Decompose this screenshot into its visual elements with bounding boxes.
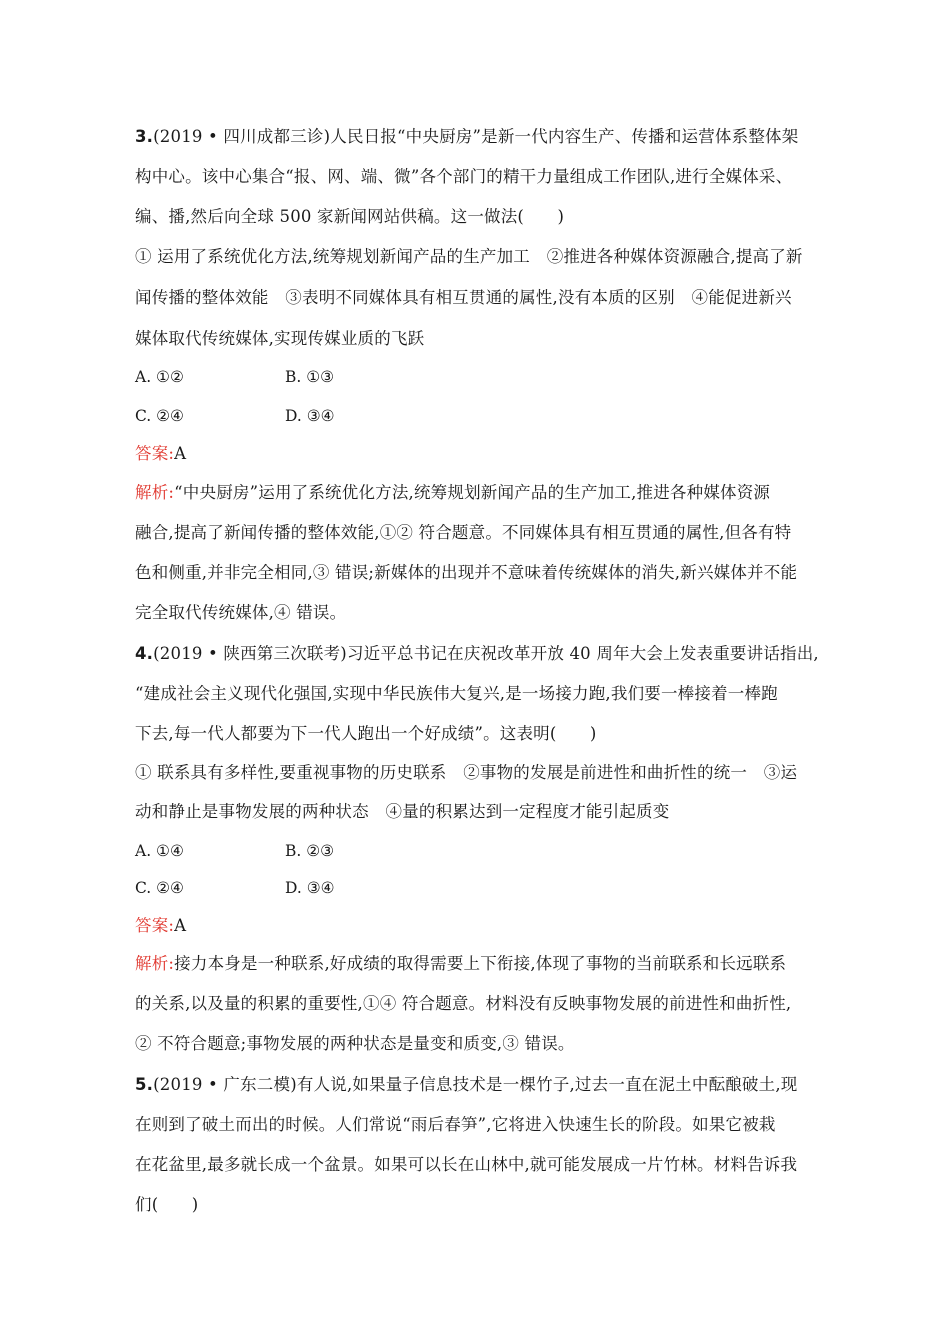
q3-option-c: C. ②④ <box>135 407 184 425</box>
q5-stem-line-2: 在则到了破土而出的时候。人们常说“雨后春笋”,它将进入快速生长的阶段。如果它被栽 <box>135 1115 776 1134</box>
q3-statement-line-2: 闻传播的整体效能 ③表明不同媒体具有相互贯通的属性,没有本质的区别 ④能促进新兴 <box>135 288 792 307</box>
q5-number: 5. <box>135 1075 154 1094</box>
q4-analysis-line-3: ② 不符合题意;事物发展的两种状态是量变和质变,③ 错误。 <box>135 1034 575 1053</box>
q4-number: 4. <box>135 644 154 663</box>
q5-stem-line-3: 在花盆里,最多就长成一个盆景。如果可以长在山林中,就可能发展成一片竹林。材料告诉我 <box>135 1155 798 1174</box>
q4-statement-line-2: 动和静止是事物发展的两种状态 ④量的积累达到一定程度才能引起质变 <box>135 802 670 821</box>
q4-option-a: A. ①④ <box>135 842 184 860</box>
q4-option-d: D. ③④ <box>285 879 335 897</box>
q3-option-d: D. ③④ <box>285 407 335 425</box>
q3-stem-line-2: 构中心。该中心集合“报、网、端、微”各个部门的精干力量组成工作团队,进行全媒体采、 <box>135 167 793 186</box>
q4-analysis-label: 解析: <box>135 954 175 973</box>
q3-analysis-line-2: 融合,提高了新闻传播的整体效能,①② 符合题意。不同媒体具有相互贯通的属性,但各有特 <box>135 523 792 542</box>
q4-option-c: C. ②④ <box>135 879 184 897</box>
q3-analysis-line-1: 解析:“中央厨房”运用了系统优化方法,统筹规划新闻产品的生产加工,推进各种媒体资源 <box>135 483 771 502</box>
q3-analysis-label: 解析: <box>135 483 175 502</box>
q3-statement-line-1: ① 运用了系统优化方法,统筹规划新闻产品的生产加工 ②推进各种媒体资源融合,提高了新 <box>135 247 803 266</box>
q3-answer <box>135 443 815 465</box>
q4-answer <box>135 915 815 937</box>
q3-stem-line-1: 3.(2019 • 四川成都三诊)人民日报“中央厨房”是新一代内容生产、传播和运营体系整体架 <box>135 127 799 146</box>
q3-statement-line-3: 媒体取代传统媒体,实现传媒业质的飞跃 <box>135 329 425 348</box>
q5-stem-line-4: 们( ) <box>135 1195 199 1214</box>
q4-stem-line-1: 4.(2019 • 陕西第三次联考)习近平总书记在庆祝改革开放 40 周年大会上发表重要讲话指出, <box>135 644 819 663</box>
q3-option-b: B. ①③ <box>285 368 335 386</box>
q4-stem-line-3: 下去,每一代人都要为下一代人跑出一个好成绩”。这表明( ) <box>135 724 597 743</box>
q3-analysis-line-3: 色和侧重,并非完全相同,③ 错误;新媒体的出现并不意味着传统媒体的消失,新兴媒体并不能 <box>135 563 798 582</box>
q3-answer-label: 答案: <box>135 444 175 463</box>
q4-analysis-line-1: 解析:接力本身是一种联系,好成绩的取得需要上下衔接,体现了事物的当前联系和长远联系 <box>135 954 787 973</box>
q5-stem-line-1: 5.(2019 • 广东二模)有人说,如果量子信息技术是一棵竹子,过去一直在泥土中酝酿破土,现 <box>135 1075 798 1094</box>
q4-statement-line-1: ① 联系具有多样性,要重视事物的历史联系 ②事物的发展是前进性和曲折性的统一 ③运 <box>135 763 798 782</box>
q4-answer-label: 答案: <box>135 916 175 935</box>
q3-stem-line-3: 编、播,然后向全球 500 家新闻网站供稿。这一做法( ) <box>135 207 565 226</box>
q3-number: 3. <box>135 127 154 146</box>
q3-analysis-line-4: 完全取代传统媒体,④ 错误。 <box>135 603 347 622</box>
q4-answer-value: A <box>174 916 187 935</box>
q4-option-b: B. ②③ <box>285 842 335 860</box>
q4-stem-line-2: “建成社会主义现代化强国,实现中华民族伟大复兴,是一场接力跑,我们要一棒接着一棒跑 <box>135 684 778 703</box>
q3-answer-value: A <box>174 444 187 463</box>
q4-analysis-line-2: 的关系,以及量的积累的重要性,①④ 符合题意。材料没有反映事物发展的前进性和曲折性, <box>135 994 792 1013</box>
q3-option-a: A. ①② <box>135 368 184 386</box>
